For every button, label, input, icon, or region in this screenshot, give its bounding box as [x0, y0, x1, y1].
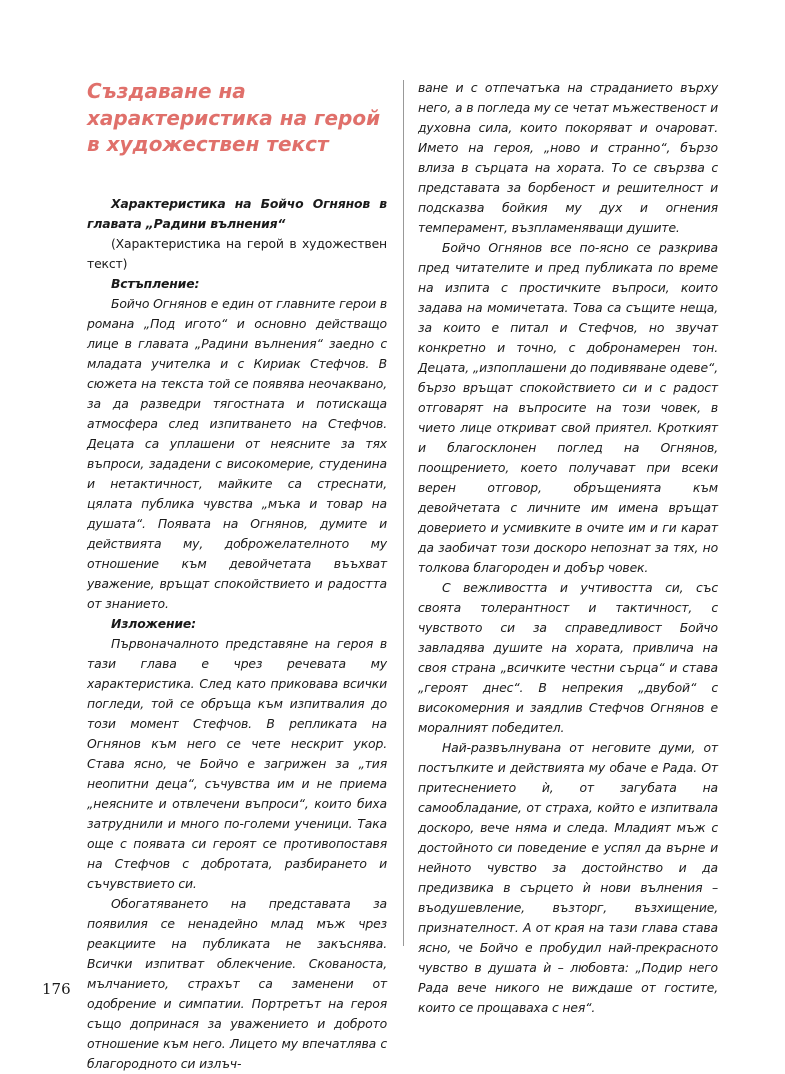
section-title: Създаване на характеристика на герой в художествен текст: [87, 79, 381, 156]
intro-paragraph: Бойчо Огнянов е един от главните герои в романа „Под игото“ и основно действащо лице в главата „Радини вълнения“ заедно с младата учителка и с Кириак Стефчов. В сюжета на текста той се появява неочаквано, за да разведри тягостната и потискаща атмосфера след изпитването на Стефчов. Децата са уплашени от неясните за тях въпроси, зададени с високомерие, студенина и нетактичност, майките са стреснати, цялата публика чувства „мъка и товар на душата“. Появата на Огнянов, думите и действията му, доброжелателното му отношение към девойчетата въъхват уважение, връщат спокойствието и радостта от знанието.: [87, 295, 387, 611]
right-paragraph-2: Бойчо Огнянов все по-ясно се разкрива пред читателите и пред публиката по време на изпита с простичките въпроси, които задава на момичетата. Това са същите неща, за които е питал и Стефчов, но звучат конкретно и точно, с добронамерен тон. Децата, „изпоплашени до подивяване одеве“, бързо връщат спокойствието си и с радост отговарят на въпросите на този човек, в чието лице откриват свой приятел. Кроткият и благосклонен поглед на Огнянов, поощрението, което получават при всеки верен отговор, обръщенията към девойчетата с личните им имена връщат доверието и усмивките в очите им и ги карат да заобичат този доскоро непознат за тях, но толкова благороден и добър човек.: [418, 240, 718, 575]
subtitle: Характеристика на Бойчо Огнянов в главата „Радини вълнения“: [87, 195, 387, 231]
body-paragraph-1: Първоначалното представяне на героя в тази глава е чрез речевата му характеристика. След като приковава всички погледи, той се обръща към изпитвалия до този момент Стефчов. В репликата на Огнянов към него се чете нескрит укор. Става ясно, че Бойчо е загрижен за „тия неопитни деца“, съчувства им и не приема „неясните и отвлечени въпроси“, които биха затруднили и много по-големи ученици. Така още с появата си героят се противопоставя на Стефчов с добротата, разбирането и съчувствието си.: [87, 635, 387, 891]
column-divider: [403, 80, 404, 946]
body-paragraph-2: Обогатяването на представата за появилия се ненадейно млад мъж чрез реакциите на публиката не закъснява. Всички изпитват облекчение. Скованоста, мълчанието, страхът са заменени от одобрение и симпатии. Портретът на героя също допринася за уважението и доброто отношение към него. Лицето му впечатлява с благородното си излъч-: [87, 895, 387, 1071]
right-column: [418, 78, 718, 1018]
right-paragraph-3: С вежливостта и учтивостта си, със своята толерантност и тактичност, с чувството си за справедливост Бойчо завладява душите на хората, привлича на своя страна „всичките честни сърца“ и става „героят днес“. В непрекия „двубой“ с високомерния и заядлив Стефчов Огнянов е моралният победител.: [418, 580, 718, 735]
genre-note: (Характеристика на герой в художествен текст): [87, 235, 387, 271]
page-number: 176: [42, 980, 71, 998]
intro-heading: Встъпление:: [111, 275, 200, 291]
left-column: [87, 78, 387, 1074]
right-paragraph-4: Най-развълнувана от неговите думи, от постъпките и действията му обаче е Рада. От притеснението ѝ, от загубата на самообладание, от страха, който е изпитвала доскоро, вече няма и следа. Младият мъж с достойното си поведение е успял да върне и нейното чувство за достойнство и да предизвика в сърцето ѝ нови вълнения – въодушевление, възторг, възхищение, признателност. А от края на тази глава става ясно, че Бойчо е пробудил най-прекрасното чувство в душата ѝ – любовта: „Подир него Рада вече никого не виждаше от гостите, които се прощаваха с нея“.: [418, 740, 718, 1015]
right-paragraph-1: ване и с отпечатъка на страданието върху него, а в погледа му се четат мъжественост и духовна сила, които покоряват и очароват. Името на героя, „ново и странно“, бързо влиза в сърцата на хората. То се свързва с представата за борбеност и решителност и подсказва бойкия му дух и огнения темперамент, възпламеняващи душите.: [418, 80, 718, 235]
body-heading: Изложение:: [111, 615, 196, 631]
